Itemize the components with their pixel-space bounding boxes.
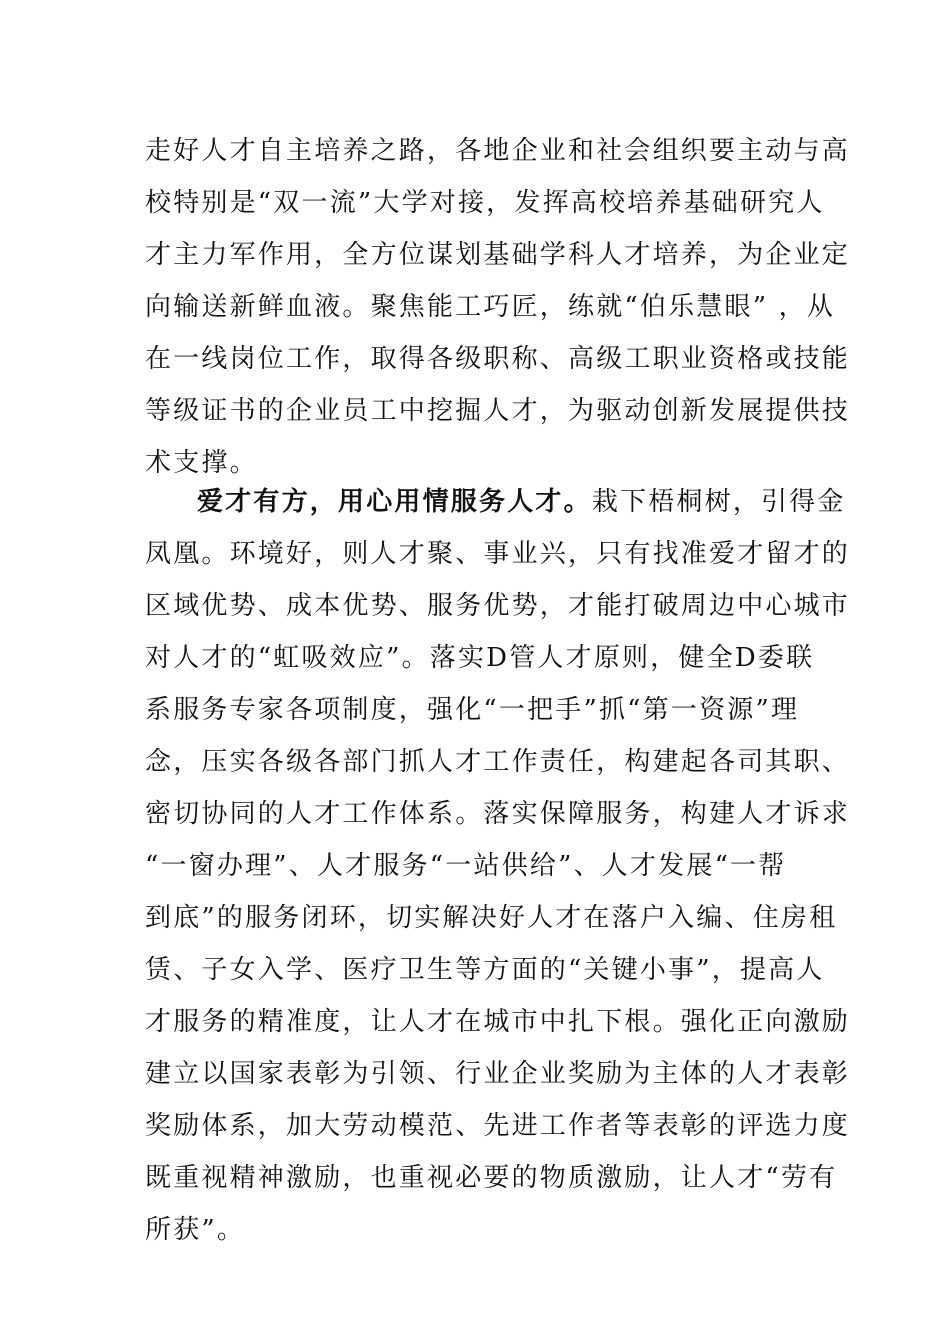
- paragraph-2-line: 赁、子女入学、医疗卫生等方面的“关键小事”，提高人: [145, 955, 825, 985]
- paragraph-1-line: 等级证书的企业员工中挖掘人才，为驱动创新发展提供技: [145, 396, 851, 426]
- paragraph-2-line: 所获”。: [145, 1215, 246, 1245]
- paragraph-1-line: 在一线岗位工作，取得各级职称、高级工职业资格或技能: [145, 344, 851, 374]
- paragraph-2-line: 既重视精神激励，也重视必要的物质激励，让人才“劳有: [145, 1163, 838, 1193]
- paragraph-heading: 爱才有方，用心用情服务人才。: [197, 487, 592, 517]
- paragraph-2-line: “一窗办理”、人才服务“一站供给”、人才发展“一帮: [145, 851, 787, 881]
- paragraph-2-first-line: [197, 476, 846, 528]
- paragraph-2-line: 区域优势、成本优势、服务优势，才能打破周边中心城市: [145, 591, 851, 621]
- paragraph-2-line: 才服务的精准度，让人才在城市中扎下根。强化正向激励: [145, 1007, 851, 1037]
- paragraph-1-line: 校特别是“双一流”大学对接，发挥高校培养基础研究人: [145, 188, 825, 218]
- paragraph-1-line: 向输送新鲜血液。聚焦能工巧匠，练就“伯乐慧眼” ，从: [145, 292, 836, 322]
- paragraph-2-line: 密切协同的人才工作体系。落实保障服务，构建人才诉求: [145, 799, 851, 829]
- paragraph-2-line: 系服务专家各项制度，强化“一把手”抓“第一资源”理: [145, 695, 800, 725]
- paragraph-2-line: 到底”的服务闭环，切实解决好人才在落户入编、住房租: [145, 903, 838, 933]
- paragraph-1-line: 走好人才自主培养之路，各地企业和社会组织要主动与高: [145, 136, 851, 166]
- paragraph-2-line: 念，压实各级各部门抓人才工作责任，构建起各司其职、: [145, 747, 851, 777]
- paragraph-1-line: 才主力军作用，全方位谋划基础学科人才培养，为企业定: [145, 240, 851, 270]
- paragraph-2-line-rest: 栽下梧桐树，引得金: [591, 487, 846, 517]
- paragraph-1-line: 术支撑。: [145, 448, 258, 478]
- paragraph-2-line: 奖励体系，加大劳动模范、先进工作者等表彰的评选力度: [145, 1111, 851, 1141]
- paragraph-2-line: 建立以国家表彰为引领、行业企业奖励为主体的人才表彰: [145, 1059, 851, 1089]
- paragraph-2-line: 凤凰。环境好，则人才聚、事业兴，只有找准爱才留才的: [145, 539, 851, 569]
- paragraph-2-line: 对人才的“虹吸效应”。落实D管人才原则，健全D委联: [145, 643, 815, 673]
